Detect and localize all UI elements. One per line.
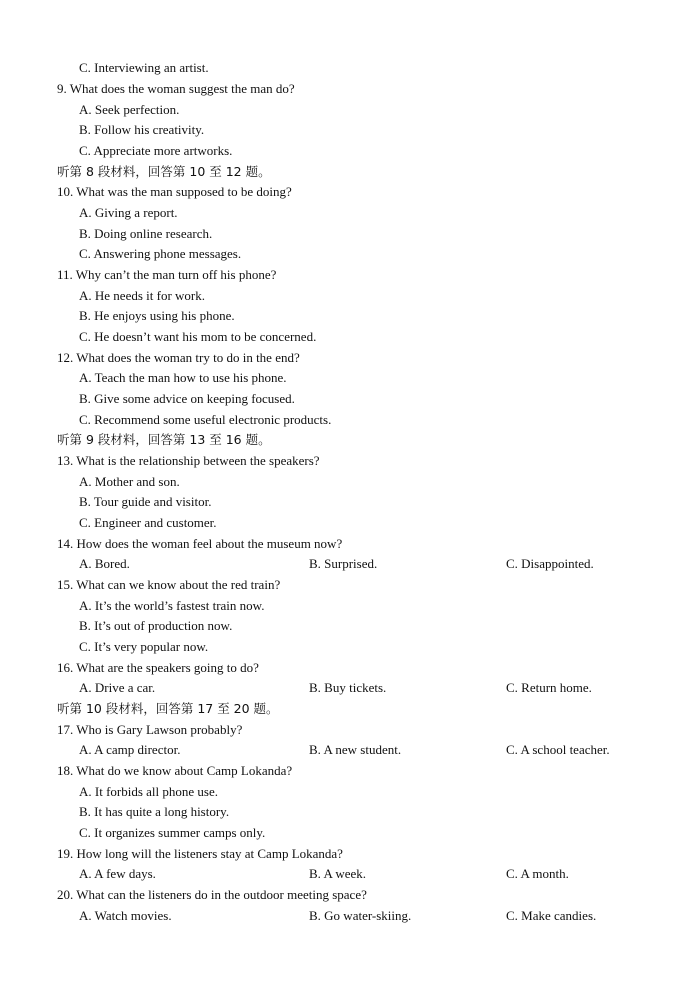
- option-11c: C. He doesn’t want his mom to be concerned.: [79, 329, 317, 344]
- question-18: 18. What do we know about Camp Lokanda?: [57, 763, 293, 778]
- question-17: 17. Who is Gary Lawson probably?: [57, 722, 243, 737]
- question-11: 11. Why can’t the man turn off his phone?: [57, 267, 277, 282]
- option-18b: B. It has quite a long history.: [79, 804, 230, 819]
- option-8c: C. Interviewing an artist.: [79, 60, 209, 75]
- section-heading-8: 听第 8 段材料，回答第 10 至 12 题。: [57, 164, 271, 179]
- question-19: 19. How long will the listeners stay at Camp Lokanda?: [57, 846, 343, 861]
- option-20b: B. Go water-skiing.: [309, 908, 412, 923]
- option-10b: B. Doing online research.: [79, 226, 213, 241]
- option-10a: A. Giving a report.: [79, 205, 178, 220]
- question-13: 13. What is the relationship between the speakers?: [57, 453, 320, 468]
- option-15a: A. It’s the world’s fastest train now.: [79, 598, 265, 613]
- option-16b: B. Buy tickets.: [309, 680, 387, 695]
- option-14c: C. Disappointed.: [506, 556, 594, 571]
- section-heading-9: 听第 9 段材料，回答第 13 至 16 题。: [57, 432, 271, 447]
- option-9c: C. Appreciate more artworks.: [79, 143, 233, 158]
- option-16a: A. Drive a car.: [79, 680, 156, 695]
- option-16c: C. Return home.: [506, 680, 592, 695]
- option-12c: C. Recommend some useful electronic products.: [79, 412, 332, 427]
- option-19b: B. A week.: [309, 866, 367, 881]
- question-15: 15. What can we know about the red train?: [57, 577, 281, 592]
- option-13c: C. Engineer and customer.: [79, 515, 217, 530]
- section-heading-10: 听第 10 段材料，回答第 17 至 20 题。: [57, 701, 279, 716]
- option-12b: B. Give some advice on keeping focused.: [79, 391, 295, 406]
- option-19a: A. A few days.: [79, 866, 156, 881]
- option-11a: A. He needs it for work.: [79, 288, 205, 303]
- option-18c: C. It organizes summer camps only.: [79, 825, 266, 840]
- option-9a: A. Seek perfection.: [79, 102, 180, 117]
- option-14b: B. Surprised.: [309, 556, 378, 571]
- question-14: 14. How does the woman feel about the museum now?: [57, 536, 343, 551]
- question-9: 9. What does the woman suggest the man do?: [57, 81, 295, 96]
- option-12a: A. Teach the man how to use his phone.: [79, 370, 287, 385]
- question-12: 12. What does the woman try to do in the end?: [57, 350, 300, 365]
- option-17b: B. A new student.: [309, 742, 402, 757]
- option-19c: C. A month.: [506, 866, 569, 881]
- option-13b: B. Tour guide and visitor.: [79, 494, 212, 509]
- option-18a: A. It forbids all phone use.: [79, 784, 219, 799]
- question-16: 16. What are the speakers going to do?: [57, 660, 259, 675]
- question-20: 20. What can the listeners do in the outdoor meeting space?: [57, 887, 367, 902]
- option-20c: C. Make candies.: [506, 908, 597, 923]
- option-14a: A. Bored.: [79, 556, 130, 571]
- option-11b: B. He enjoys using his phone.: [79, 308, 235, 323]
- option-17c: C. A school teacher.: [506, 742, 610, 757]
- option-9b: B. Follow his creativity.: [79, 122, 205, 137]
- option-17a: A. A camp director.: [79, 742, 181, 757]
- question-10: 10. What was the man supposed to be doing?: [57, 184, 292, 199]
- option-10c: C. Answering phone messages.: [79, 246, 242, 261]
- option-15b: B. It’s out of production now.: [79, 618, 233, 633]
- option-15c: C. It’s very popular now.: [79, 639, 209, 654]
- option-20a: A. Watch movies.: [79, 908, 172, 923]
- option-13a: A. Mother and son.: [79, 474, 180, 489]
